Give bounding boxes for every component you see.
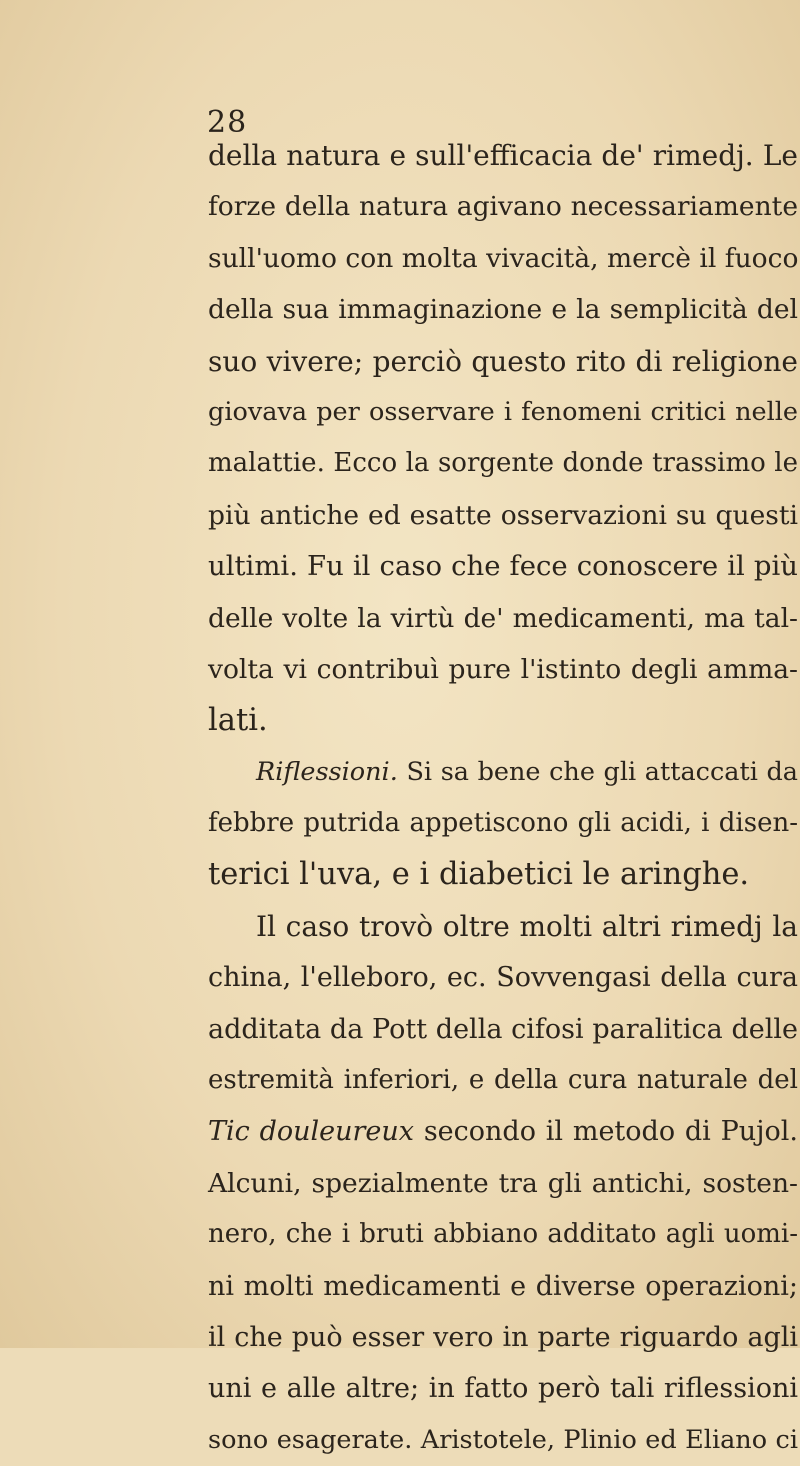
italic-term: Tic douleureux — [208, 1116, 415, 1148]
text-line: della natura e sull'efficacia de' rimedj. Le — [208, 139, 798, 172]
text-line: ni molti medicamenti e diverse operazioni; — [208, 1270, 798, 1302]
text-line: della sua immaginazione e la semplicità del — [208, 294, 798, 326]
text-line: lati. — [208, 703, 268, 739]
text-line: Il caso trovò oltre molti altri rimedj la — [256, 909, 798, 943]
section-heading: Riflessioni. — [256, 756, 398, 787]
text-line: più antiche ed esatte osservazioni su questi — [208, 499, 798, 531]
body-text — [208, 130, 798, 1466]
text-line: ultimi. Fu il caso che fece conoscere il più — [208, 550, 798, 583]
text-line: febbre putrida appetiscono gli acidi, i disen- — [208, 808, 798, 839]
text-line: additata da Pott della cifosi paralitica delle — [208, 1013, 798, 1045]
text-fragment: Si sa bene che gli attaccati da — [406, 756, 798, 787]
text-line: delle volte la virtù de' medicamenti, ma tal- — [208, 602, 798, 634]
text-line: suo vivere; perciò questo rito di religione — [208, 344, 798, 378]
text-line — [208, 747, 798, 798]
text-line: uni e alle altre; in fatto però tali riflessioni — [208, 1373, 798, 1405]
text-line: nero, che i bruti abbiano additato agli uomi- — [208, 1219, 798, 1250]
text-line: forze della natura agivano necessariamente — [208, 191, 798, 223]
page-number: 28 — [207, 105, 248, 140]
text-line — [208, 1106, 798, 1157]
text-line: sull'uomo con molta vivacità, mercè il fuoco — [208, 242, 799, 274]
text-line: terici l'uva, e i diabetici le aringhe. — [208, 857, 750, 893]
text-fragment: secondo il metodo di Pujol. — [423, 1116, 798, 1148]
text-line: Alcuni, spezialmente tra gli antichi, sosten- — [208, 1167, 798, 1199]
text-line: giovava per osservare i fenomeni critici nelle — [208, 396, 798, 427]
text-line: il che può esser vero in parte riguardo agli — [208, 1321, 798, 1353]
text-line: china, l'elleboro, ec. Sovvengasi della cura — [208, 962, 798, 994]
text-line: volta vi contribuì pure l'istinto degli amma- — [208, 653, 798, 685]
text-line: sono esagerate. Aristotele, Plinio ed Eliano ci — [208, 1424, 798, 1455]
text-line: malattie. Ecco la sorgente donde trassimo le — [208, 448, 798, 479]
text-line: estremità inferiori, e della cura naturale del — [208, 1065, 798, 1096]
